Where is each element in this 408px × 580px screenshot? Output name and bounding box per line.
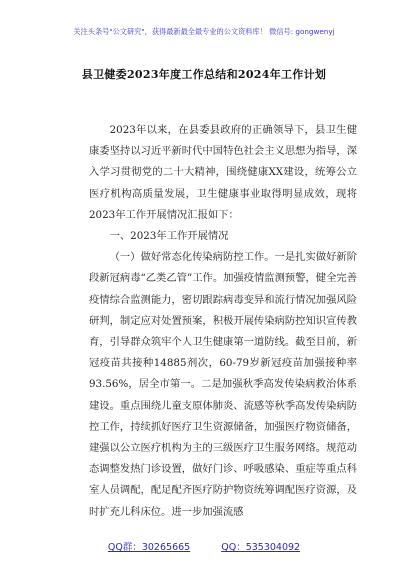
intro-paragraph: 2023年以来，在县委县政府的正确领导下，县卫生健康委坚持以习近平新时代中国特色社会主义思想为指导，深入学习贯彻党的二十大精神，围绕健康XX建设，统筹公立医疗机构高质量发展，卫生健康事业取得明显成效，现将2023年工作开展情况汇报如下： — [89, 124, 357, 221]
document-title: 县卫健委2023年度工作总结和2024年工作计划 — [81, 68, 327, 81]
document-body — [89, 120, 357, 523]
contact-footer — [0, 539, 408, 553]
section-heading: 一、2023年工作开展情况 — [109, 230, 229, 243]
qq-contact-link[interactable]: QQ：535304092 — [221, 542, 301, 553]
qq-group-link[interactable]: QQ群：30265665 — [107, 542, 191, 553]
section-paragraph: （一）做好常态化传染病防控工作。一是扎实做好新阶段新冠病毒“乙类乙管”工作。加强疫情监测预警，健全完善疫情综合监测能力，密切跟踪病毒变异和流行情况加强风险研判，制定应对处置预案，积极开展传染病防控知识宣传教育，引导群众筑牢个人卫生健康第一道防线。截至目前，新冠疫苗共接种14885剂次，60-79岁新冠疫苗加强接种率93.56%，居全市第一。二是加强秋季高发传染病救治体系建设。重点围绕儿童支原体肺炎、流感等秋季高发传染病防控工作，持续抓好医疗卫生资源储备，加强医疗物资储备，建强以公立医疗机构为主的三级医疗卫生服务网络。规范动态调整发热门诊设置，做好门诊、呼吸感染、重症等重点科室人员调配，配足配齐医疗防护物资统筹调配医疗资源，及时扩充儿科床位。进一步加强流感 — [89, 251, 357, 518]
promo-banner: 关注头条号"公文研究"，获得最新最全最专业的公文资料库！ 微信号: gongwenyj — [73, 27, 335, 36]
